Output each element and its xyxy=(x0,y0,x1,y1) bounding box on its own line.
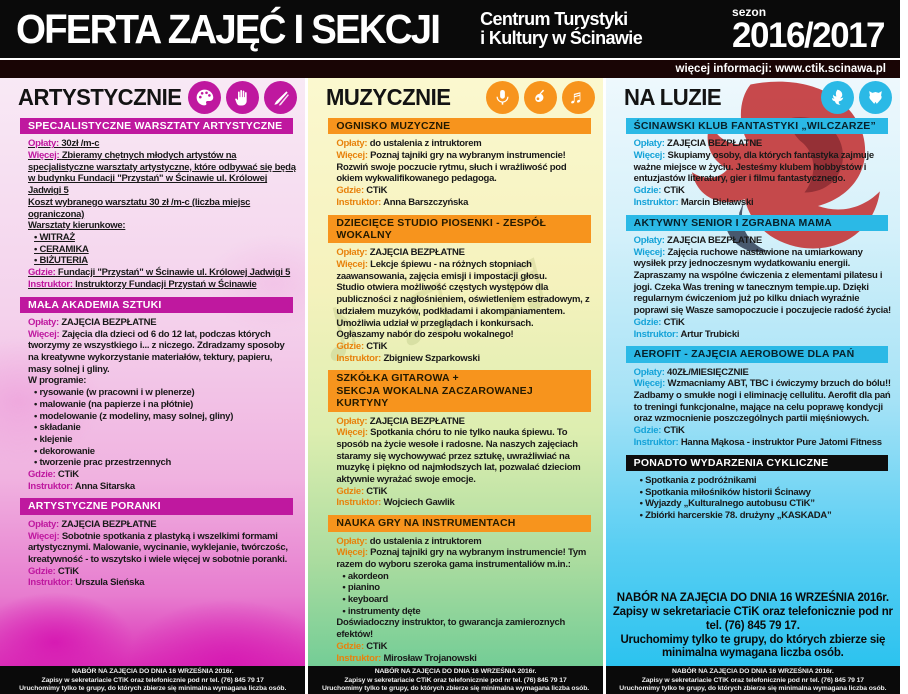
where-label: Gdzie: xyxy=(633,185,662,197)
section-body xyxy=(336,138,594,208)
section-heading-aerofit xyxy=(626,346,888,362)
more-row xyxy=(634,378,892,425)
section-heading-ognisko-muzyczne xyxy=(328,118,590,134)
list-intro: W programie: xyxy=(28,375,87,387)
fees-value: ZAJĘCIA BEZPŁATNE xyxy=(61,518,157,530)
fees-value: do ustalenia z intruktorem xyxy=(369,138,482,150)
more-value: Poznaj tajniki gry na wybranym instrumencie! Tym razem do wyboru szeroka gama instrumentaliów m.in.: xyxy=(336,547,587,570)
footer-line-3: Uruchomimy tylko te grupy, do których zbierze się minimalna wymagana liczba osób. xyxy=(321,685,590,693)
org-line-1: Centrum Turystyki xyxy=(480,9,628,30)
instructor-row xyxy=(336,497,594,509)
where-label: Gdzie: xyxy=(28,565,56,577)
fees-row xyxy=(28,519,297,531)
list-item: • klejenie xyxy=(28,434,297,446)
section-body xyxy=(634,138,892,208)
more-label: Więcej: xyxy=(28,328,60,340)
instructor-label: Instruktor: xyxy=(28,278,73,290)
more-paragraph-2: Studio otwiera możliwość częstych występów dla publiczności z nagłośnieniem, oświetleniem estradowym, z udziałem muzyków, podkładami i akompaniamentem. Umożliwia udział w przeglądach i konkursach. xyxy=(336,282,590,329)
instructor-row xyxy=(336,197,594,209)
column-na-luzie-header xyxy=(606,78,900,114)
footer-line-2: Zapisy w sekretariacie CTiK oraz telefonicznie pod nr tel. (76) 845 79 17 xyxy=(41,676,264,684)
fees-value: 40ZŁ/MIESIĘCZNIE xyxy=(667,366,749,378)
fees-label: Opłaty: xyxy=(28,518,59,530)
where-value: Fundacji "Przystań" w Ścinawie ul. Królowej Jadwigi 5 xyxy=(57,267,291,279)
more-label: Więcej: xyxy=(28,150,60,162)
where-value: CTiK xyxy=(366,340,388,352)
column-title: MUZYCZNIE xyxy=(326,84,451,110)
more-row xyxy=(634,247,892,317)
section-heading-text: ŚCINAWSKI KLUB FANTASTYKI „WILCZARZE” xyxy=(633,120,876,132)
where-row xyxy=(28,469,297,481)
column-icons xyxy=(821,81,892,114)
after-list-note: Doświadoczny instruktor, to gwarancja zamieroznych efektów! xyxy=(336,617,566,641)
where-value: CTiK xyxy=(663,316,685,328)
hand-icon xyxy=(226,81,259,114)
section-heading-dzieciece-studio-piosenki xyxy=(328,215,590,244)
fees-value: ZAJĘCIA BEZPŁATNE xyxy=(61,316,157,328)
more-value: Skupiamy osoby, dla których fantastyka zajmuje ważne miejsce w życiu. Jesteśmy klubem hobbystów i entuzjastów literatury, gier i filmu fantastycznego. xyxy=(633,150,874,185)
more-value: Poznaj tajniki gry na wybranym instrumencie! Rozwiń swoje poczucie rytmu, słuch i wrażliwość pod okiem wykwalifikowanego pedagoga. xyxy=(336,150,567,185)
footer-line-2: Zapisy w sekretariacie CTiK oraz telefonicznie pod nr tel. (76) 845 79 17 xyxy=(344,676,567,684)
list-item: • keyboard xyxy=(336,594,594,606)
list-item: • tworzenie prac przestrzennych xyxy=(28,457,297,469)
fees-row xyxy=(28,317,297,329)
more-value: Sobotnie spotkania z plastyką i wszelkimi formami artystycznymi. Malowanie, wycinanie, wyklejanie, twórczośc, kreatywność - to wszytsko i wiele więcej w sobotnie poranki. xyxy=(28,530,288,565)
instructor-row xyxy=(336,653,594,665)
instructor-row xyxy=(336,353,594,365)
more-row xyxy=(28,150,297,197)
section-heading-aktywny-senior xyxy=(626,215,888,231)
section-heading-artystyczne-poranki xyxy=(20,498,293,514)
more-value: Spotkania chóru to nie tylko nauka śpiewu. To sposób na życie wesołe i radosne. Na naszych zajęciach staramy się wychowywać przez sztukę, uwrażliwiać na muzykę i piękno od najmłodszych lat, pozwalać dzieciom aktywnie wyrażać swoje emocje. xyxy=(336,427,581,486)
more-row xyxy=(336,547,594,570)
fees-label: Opłaty: xyxy=(28,316,59,328)
instructor-value: Wojciech Gawlik xyxy=(383,497,455,509)
instructor-row xyxy=(28,481,297,493)
instructor-value: Urszula Sieńska xyxy=(75,577,145,589)
more-label: Więcej: xyxy=(633,150,666,162)
section-body xyxy=(336,247,594,364)
section-heading-szkolka-gitarowa xyxy=(328,370,590,411)
where-row xyxy=(336,641,594,653)
list-item: • akordeon xyxy=(336,571,594,583)
where-label: Gdzie: xyxy=(28,267,56,279)
more-label: Więcej: xyxy=(336,150,368,162)
fees-value: ZAJĘCIA BEZPŁATNE xyxy=(369,247,465,259)
list-item: • rysowanie (w pracowni i w plenerze) xyxy=(28,387,297,399)
more-row xyxy=(28,329,297,376)
fees-row xyxy=(336,247,594,259)
fees-label: Opłaty: xyxy=(336,247,368,259)
more-label: Więcej: xyxy=(633,246,666,258)
where-value: CTiK xyxy=(366,185,388,197)
footer-line-1: NABÓR NA ZAJĘCIA DO DNIA 16 WRZEŚNIA 2016r. xyxy=(374,668,537,676)
where-label: Gdzie: xyxy=(633,425,662,437)
fees-row xyxy=(336,536,594,548)
list-item: • składanie xyxy=(28,422,297,434)
where-row xyxy=(634,425,892,437)
where-row xyxy=(336,341,594,353)
more-label: Więcej: xyxy=(336,427,368,439)
notice-line-2: Zapisy w sekretariacie CTiK oraz telefonicznie pod nr tel. (76) 845 79 17. xyxy=(612,606,893,632)
list-item: • instrumenty dęte xyxy=(336,606,594,618)
section-heading-mala-akademia-sztuki xyxy=(20,297,293,313)
more-label: Więcej: xyxy=(336,547,368,559)
instructor-value: Anna Barszczyńska xyxy=(383,196,469,208)
list-item: • BIŻUTERIA xyxy=(28,255,297,267)
section-heading-text: PONADTO WYDARZENIA CYKLICZNE xyxy=(633,456,829,469)
list-item: • Zbiórki harcerskie 78. drużyny „KASKADA” xyxy=(634,510,892,522)
more-row xyxy=(28,531,297,566)
where-value: CTiK xyxy=(366,485,388,497)
guitar-icon xyxy=(524,81,557,114)
section-heading-text: ARTYSTYCZNE PORANKI xyxy=(28,500,161,513)
instructor-value: Hanna Mąkosa - instruktor Pure Jatomi Fitness xyxy=(680,436,882,448)
section-heading-specjalistyczne-warsztaty xyxy=(20,118,293,134)
section-heading-text: DZIECIĘCE STUDIO PIOSENKI - ZESPÓŁ WOKALNY xyxy=(336,216,547,241)
website-url: więcej informacji: www.ctik.scinawa.pl xyxy=(675,63,886,75)
more-value: Zbieramy chętnych młodych artystów na specjalistyczne warsztaty artystyczne, które odbywać się będą w budynku Fundacji "Przystań" w Ścinawie ul. Królowej Jadwigi 5 xyxy=(28,150,296,197)
more-value: Wzmacniamy ABT, TBC i ćwiczymy brzuch do bólu!! Zadbamy o smukłe nogi i eliminację cellulitu. Aerofit dla pań to treningi funkcjonalne, mające na celu poprawę kondycji oraz wzmocnienie poszczególnych partii mięśniowych. xyxy=(633,378,891,425)
wolf-icon xyxy=(859,81,892,114)
column-muzycznie-header xyxy=(308,78,602,114)
where-label: Gdzie: xyxy=(28,469,56,481)
fees-label: Opłaty: xyxy=(336,138,368,150)
fees-row xyxy=(336,416,594,428)
more-row xyxy=(634,150,892,185)
fees-value: ZAJĘCIA BEZPŁATNE xyxy=(369,415,465,427)
section-body xyxy=(634,235,892,340)
instructor-row xyxy=(28,577,297,589)
section-body xyxy=(336,416,594,510)
where-label: Gdzie: xyxy=(633,316,662,328)
where-row xyxy=(28,566,297,578)
section-heading-wydarzenia-cykliczne xyxy=(626,455,888,471)
more-value: Zajęcia dla dzieci od 6 do 12 lat, podczas których tworzymy ze wszystkiego i... z niczego. Zdradzamy sposoby na kreatywne wykorzystanie materiałów, tektury, papieru, masy solnej i gliny. xyxy=(28,328,285,375)
fees-row xyxy=(634,235,892,247)
palette-icon xyxy=(188,81,221,114)
more-value: Lekcje śpiewu - na różnych stopniach zaawansowania, zajęcia emisji i impostacji głosu. xyxy=(336,259,547,282)
where-label: Gdzie: xyxy=(336,485,364,497)
where-label: Gdzie: xyxy=(336,640,364,652)
fees-label: Opłaty: xyxy=(28,138,59,150)
more-value: Zajęcia ruchowe nastawione na umiarkowany wysiłek przy jednoczesnym wydatkowaniu energii. Zapraszamy na wspólne ćwiczenia z elementami pilatesu i jogi. Czeka Was trening w tanecznym tempie.up. Dzięki regularnym ćwiczeniom już po kilku dniach wyraźnie poprawi się Wasze samopoczucie i poczujecie radość życia! xyxy=(633,246,891,317)
more-label: Więcej: xyxy=(336,259,368,271)
list-item: • Wyjazdy „Kulturalnego autobusu CTiK” xyxy=(634,498,892,510)
section-heading-text: SPECJALISTYCZNE WARSZTATY ARTYSTYCZNE xyxy=(28,120,283,132)
more-label: Więcej: xyxy=(633,378,666,390)
where-value: CTiK xyxy=(57,565,79,577)
where-value: CTiK xyxy=(663,185,685,197)
section-body xyxy=(336,536,594,665)
instructor-label: Instruktor: xyxy=(28,480,73,492)
more-paragraph-3: Ogłaszamy nabór do zespołu wokalnego! xyxy=(336,329,514,341)
section-body xyxy=(28,317,297,493)
instructor-label: Instruktor: xyxy=(336,196,382,208)
instructor-value: Instruktorzy Fundacji Przystań w Ścinawie xyxy=(75,278,257,290)
header xyxy=(0,0,900,58)
section-heading-text: AKTYWNY SENIOR I ZGRABNA MAMA xyxy=(633,216,832,229)
notice-line-3: Uruchomimy tylko te grupy, do których zbierze się minimalna wymagana liczba osób. xyxy=(620,633,886,660)
column-na-luzie xyxy=(606,78,900,694)
page-title: OFERTA ZAJĘĆ I SEKCJI xyxy=(16,5,440,52)
section-heading-line-2: SEKCJA WOKALNA ZACZAROWANEJ KURTYNY xyxy=(336,384,533,410)
list-item: • dekorowanie xyxy=(28,446,297,458)
org-line-2: i Kultury w Ścinawie xyxy=(480,28,643,48)
column-na-luzie-content xyxy=(606,78,900,666)
fees-row xyxy=(336,138,594,150)
instructor-label: Instruktor: xyxy=(633,328,679,340)
section-heading-text: NAUKA GRY NA INSTRUMENTACH xyxy=(336,517,516,530)
instructor-label: Instruktor: xyxy=(28,577,73,589)
list-item: • Spotkania miłośników historii Ścinawy xyxy=(634,487,892,499)
footer-line-3: Uruchomimy tylko te grupy, do których zbierze się minimalna wymagana liczba osób. xyxy=(619,685,887,693)
where-value: CTiK xyxy=(57,469,79,481)
season-years: 2016/2017 xyxy=(732,15,884,55)
instructor-value: Artur Trubicki xyxy=(680,328,740,340)
section-body xyxy=(634,367,892,449)
season-label: sezon xyxy=(732,4,767,19)
organization-name xyxy=(480,10,642,47)
where-value: CTiK xyxy=(663,425,685,437)
column-footer xyxy=(308,666,602,694)
fees-value: ZAJĘCIA BEZPŁATNE xyxy=(667,138,763,150)
fees-value: do ustalenia z intruktorem xyxy=(369,535,482,547)
fees-label: Opłaty: xyxy=(633,234,665,246)
instructor-label: Instruktor: xyxy=(633,436,679,448)
section-body xyxy=(28,519,297,589)
where-row xyxy=(634,317,892,329)
instructor-label: Instruktor: xyxy=(633,196,679,208)
where-row xyxy=(634,185,892,197)
instructor-row xyxy=(634,329,892,341)
list-item: • modelowanie (z modeliny, masy solnej, gliny) xyxy=(28,411,297,423)
footer-line-1: NABÓR NA ZAJĘCIA DO DNIA 16 WRZEŚNIA 2016r. xyxy=(71,668,234,676)
section-heading-nauka-gry xyxy=(328,515,590,531)
fees-row xyxy=(634,138,892,150)
list-intro: Warsztaty kierunkowe: xyxy=(28,220,126,232)
fees-label: Opłaty: xyxy=(633,366,665,378)
footer-line-3: Uruchomimy tylko te grupy, do których zbierze się minimalna wymagana liczba osób. xyxy=(19,685,287,693)
where-value: CTiK xyxy=(366,640,388,652)
instructor-row xyxy=(28,279,297,291)
instructor-value: Mirosław Trojanowski xyxy=(383,652,477,664)
fees-value: 30zł /m-c xyxy=(61,138,100,150)
section-heading-klub-fantastyki xyxy=(626,118,888,134)
fees-label: Opłaty: xyxy=(336,535,368,547)
list-item: • pianino xyxy=(336,582,594,594)
column-title: NA LUZIE xyxy=(623,84,721,110)
brushes-icon xyxy=(264,81,297,114)
where-label: Gdzie: xyxy=(336,185,364,197)
section-heading-text: MAŁA AKADEMIA SZTUKI xyxy=(28,298,162,311)
section-body xyxy=(28,138,297,290)
season-block xyxy=(732,6,884,53)
columns xyxy=(0,78,900,693)
list-item: • CERAMIKA xyxy=(28,244,297,256)
instructor-label: Instruktor: xyxy=(336,352,382,364)
more-row xyxy=(336,150,594,185)
list-item: • Spotkania z podróżnikami xyxy=(634,475,892,487)
section-heading-text: OGNISKO MUZYCZNE xyxy=(336,120,451,132)
microphone-icon xyxy=(486,81,519,114)
instructor-value: Zbigniew Szparkowski xyxy=(383,352,480,364)
enrollment-notice xyxy=(612,592,894,661)
dragon-icon xyxy=(821,81,854,114)
more-label: Więcej: xyxy=(28,530,60,542)
column-artystycznie-content xyxy=(0,78,305,666)
instructor-label: Instruktor: xyxy=(336,652,382,664)
instructor-value: Anna Sitarska xyxy=(74,480,135,492)
fees-label: Opłaty: xyxy=(633,138,665,150)
column-icons xyxy=(486,81,595,114)
column-muzycznie-content xyxy=(308,78,602,666)
section-heading-line-1: SZKÓŁKA GITAROWA + xyxy=(336,372,459,385)
fees-value: ZAJĘCIA BEZPŁATNE xyxy=(667,234,763,246)
list-item: • WITRAŻ xyxy=(28,232,297,244)
instructor-label: Instruktor: xyxy=(336,497,382,509)
column-artystycznie-header xyxy=(0,78,305,114)
fees-row xyxy=(28,138,297,150)
music-note-icon: ♬ xyxy=(562,81,595,114)
list-item: • malowanie (na papierze i na płótnie) xyxy=(28,399,297,411)
column-icons xyxy=(188,81,297,114)
instructor-row xyxy=(634,197,892,209)
column-title: ARTYSTYCZNIE xyxy=(18,84,182,110)
section-heading-text: AEROFIT - ZAJĘCIA AEROBOWE DLA PAŃ xyxy=(633,348,855,361)
fees-label: Opłaty: xyxy=(336,415,368,427)
footer-line-1: NABÓR NA ZAJĘCIA DO DNIA 16 WRZEŚNIA 2016r. xyxy=(672,668,834,676)
where-row xyxy=(336,486,594,498)
where-row xyxy=(28,267,297,279)
instructor-value: Marcin Bielawski xyxy=(680,196,754,208)
instructor-row xyxy=(634,437,892,449)
more-row xyxy=(336,427,594,486)
fees-row xyxy=(634,367,892,379)
column-footer xyxy=(0,666,305,694)
where-label: Gdzie: xyxy=(336,340,364,352)
more-row xyxy=(336,259,594,282)
column-muzycznie xyxy=(308,78,602,694)
column-footer xyxy=(606,666,900,694)
notice-line-1: NABÓR NA ZAJĘCIA DO DNIA 16 WRZEŚNIA 2016r. xyxy=(616,592,889,605)
where-row xyxy=(336,185,594,197)
section-body xyxy=(634,475,892,522)
column-artystycznie xyxy=(0,78,305,694)
footer-line-2: Zapisy w sekretariacie CTiK oraz telefonicznie pod nr tel. (76) 845 79 17 xyxy=(641,676,864,684)
extra-row: Koszt wybranego warsztatu 30 zł /m-c (liczba miejsc ograniczona) xyxy=(28,196,251,220)
